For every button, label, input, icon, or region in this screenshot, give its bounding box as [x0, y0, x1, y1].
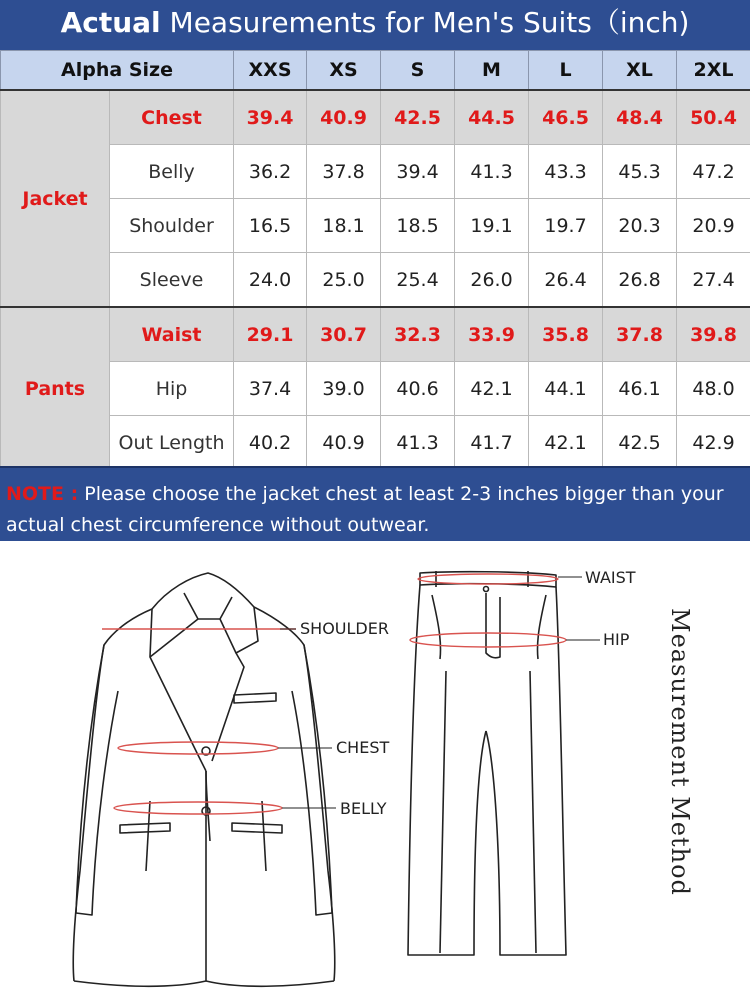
- table-cell: 37.8: [603, 307, 677, 362]
- table-cell: 41.3: [455, 145, 529, 199]
- alpha-size-header: Alpha Size: [1, 51, 234, 91]
- measure-lines: [102, 574, 566, 814]
- measurement-illustration: [0, 541, 750, 992]
- table-cell: 42.1: [529, 416, 603, 470]
- table-cell: 40.9: [307, 416, 381, 470]
- chest-label: CHEST: [336, 738, 390, 757]
- table-row: [1, 199, 750, 253]
- note-banner: [0, 466, 750, 541]
- table-cell: 42.9: [677, 416, 750, 470]
- table-cell: 30.7: [307, 307, 381, 362]
- table-cell: 46.1: [603, 362, 677, 416]
- table-cell: 19.1: [455, 199, 529, 253]
- table-cell: 16.5: [234, 199, 307, 253]
- pants-drawing: [408, 571, 566, 955]
- table-cell: 48.0: [677, 362, 750, 416]
- size-header: XL: [603, 51, 677, 91]
- table-cell: 18.5: [381, 199, 455, 253]
- table-cell: 40.2: [234, 416, 307, 470]
- table-row: [1, 307, 750, 362]
- size-header: L: [529, 51, 603, 91]
- table-cell: 20.3: [603, 199, 677, 253]
- size-header: XXS: [234, 51, 307, 91]
- table-cell: 45.3: [603, 145, 677, 199]
- waist-measure-line: [418, 574, 558, 584]
- hip-measure-line: [410, 633, 566, 647]
- table-cell: 50.4: [677, 90, 750, 145]
- note-text: Please choose the jacket chest at least 2-3 inches bigger than your actual chest circumference without outwear.: [6, 483, 724, 536]
- note-label: NOTE :: [6, 483, 79, 505]
- table-cell: 46.5: [529, 90, 603, 145]
- belly-label: BELLY: [340, 799, 387, 818]
- table-cell: 29.1: [234, 307, 307, 362]
- table-cell: 35.8: [529, 307, 603, 362]
- table-cell: 40.6: [381, 362, 455, 416]
- row-label: Belly: [110, 145, 234, 199]
- row-label: Sleeve: [110, 253, 234, 308]
- jacket-drawing: [73, 573, 335, 986]
- table-row: [1, 145, 750, 199]
- table-cell: 33.9: [455, 307, 529, 362]
- measurement-method-title: Measurement Method: [666, 608, 694, 896]
- table-cell: 41.3: [381, 416, 455, 470]
- table-cell: 39.8: [677, 307, 750, 362]
- size-header: M: [455, 51, 529, 91]
- table-cell: 40.9: [307, 90, 381, 145]
- table-row: [1, 416, 750, 470]
- table-cell: 42.5: [381, 90, 455, 145]
- label-leaders: [278, 577, 600, 808]
- waist-label: WAIST: [585, 568, 636, 587]
- table-cell: 44.1: [529, 362, 603, 416]
- title-rest: Measurements for Men's Suits（inch): [169, 6, 690, 39]
- table-cell: 26.8: [603, 253, 677, 308]
- table-cell: 18.1: [307, 199, 381, 253]
- table-cell: 48.4: [603, 90, 677, 145]
- group-label-pants: Pants: [1, 307, 110, 470]
- table-cell: 32.3: [381, 307, 455, 362]
- size-header: 2XL: [677, 51, 750, 91]
- table-cell: 39.4: [234, 90, 307, 145]
- belly-measure-line: [114, 802, 282, 814]
- page-title: [0, 0, 750, 50]
- table-row: [1, 253, 750, 308]
- size-chart-table: [0, 50, 750, 470]
- row-label: Shoulder: [110, 199, 234, 253]
- row-label: Out Length: [110, 416, 234, 470]
- size-header: XS: [307, 51, 381, 91]
- table-cell: 47.2: [677, 145, 750, 199]
- table-row: [1, 90, 750, 145]
- row-label: Chest: [110, 90, 234, 145]
- table-cell: 26.0: [455, 253, 529, 308]
- row-label: Hip: [110, 362, 234, 416]
- table-cell: 20.9: [677, 199, 750, 253]
- title-bold: Actual: [60, 6, 161, 39]
- table-cell: 37.4: [234, 362, 307, 416]
- table-row: [1, 362, 750, 416]
- measurement-diagram: [0, 541, 750, 992]
- table-cell: 19.7: [529, 199, 603, 253]
- table-cell: 39.0: [307, 362, 381, 416]
- chest-measure-line: [118, 742, 278, 754]
- table-cell: 24.0: [234, 253, 307, 308]
- table-cell: 41.7: [455, 416, 529, 470]
- header-row: [1, 51, 750, 91]
- table-cell: 39.4: [381, 145, 455, 199]
- group-label-jacket: Jacket: [1, 90, 110, 307]
- table-cell: 25.0: [307, 253, 381, 308]
- size-header: S: [381, 51, 455, 91]
- table-cell: 36.2: [234, 145, 307, 199]
- table-cell: 42.1: [455, 362, 529, 416]
- shoulder-label: SHOULDER: [300, 619, 389, 638]
- table-cell: 37.8: [307, 145, 381, 199]
- table-cell: 42.5: [603, 416, 677, 470]
- table-cell: 43.3: [529, 145, 603, 199]
- hip-label: HIP: [603, 630, 630, 649]
- table-cell: 44.5: [455, 90, 529, 145]
- table-cell: 26.4: [529, 253, 603, 308]
- table-cell: 25.4: [381, 253, 455, 308]
- table-cell: 27.4: [677, 253, 750, 308]
- row-label: Waist: [110, 307, 234, 362]
